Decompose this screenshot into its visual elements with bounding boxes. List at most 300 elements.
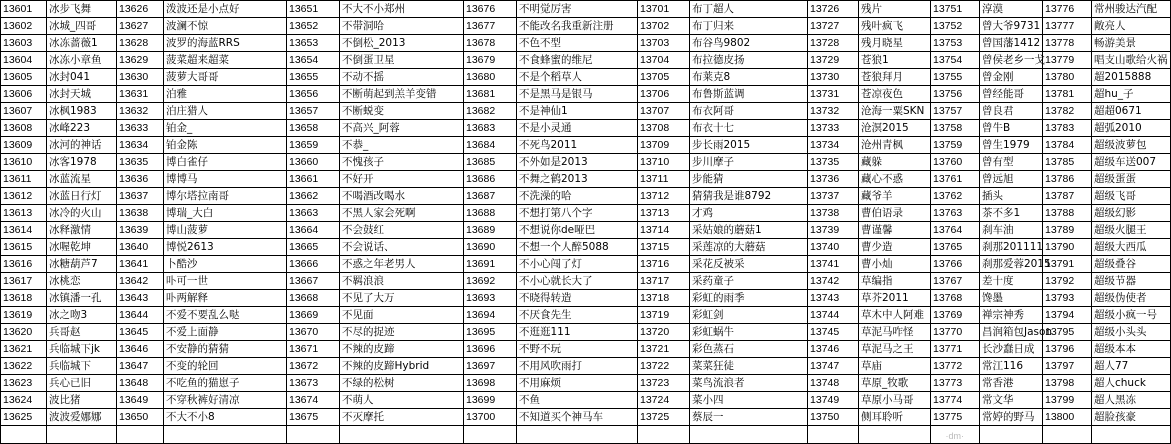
cell-name[interactable]: 采花反被采 xyxy=(690,256,808,273)
cell-id[interactable]: 13624 xyxy=(1,392,47,409)
cell-name[interactable]: 布拉德皮扬 xyxy=(690,52,808,69)
cell-name[interactable]: 常州骏达汽配 xyxy=(1092,1,1171,18)
cell-id[interactable]: 13602 xyxy=(1,18,47,35)
cell-id[interactable]: 13637 xyxy=(117,188,164,205)
cell-name[interactable]: 不大不小8 xyxy=(164,409,287,426)
cell-id[interactable]: 13732 xyxy=(808,103,859,120)
cell-name[interactable]: 苍凉夜色 xyxy=(859,86,931,103)
cell-name[interactable]: 采姑娘的蘑菇1 xyxy=(690,222,808,239)
cell-name[interactable]: 侧耳聆听 xyxy=(859,409,931,426)
cell-id[interactable]: 13757 xyxy=(931,103,980,120)
cell-name[interactable]: 不黑人家会死啊 xyxy=(340,205,464,222)
cell-name[interactable]: 不洗澡的哈 xyxy=(517,188,638,205)
cell-id[interactable]: 13723 xyxy=(638,375,690,392)
cell-name[interactable]: 曾生1979 xyxy=(980,137,1043,154)
cell-name[interactable]: 不倒蛋卫星 xyxy=(340,52,464,69)
cell-id[interactable]: 13726 xyxy=(808,1,859,18)
cell-id[interactable]: 13638 xyxy=(117,205,164,222)
empty-cell[interactable] xyxy=(690,426,808,444)
cell-name[interactable]: 不喝酒改喝水 xyxy=(340,188,464,205)
cell-name[interactable]: 超级节器 xyxy=(1092,273,1171,290)
cell-id[interactable]: 13639 xyxy=(117,222,164,239)
cell-id[interactable]: 13689 xyxy=(464,222,517,239)
cell-id[interactable]: 13652 xyxy=(287,18,340,35)
cell-id[interactable]: 13785 xyxy=(1043,154,1092,171)
cell-name[interactable]: 超2015888 xyxy=(1092,69,1171,86)
cell-name[interactable]: 唱支山歌给火祸 xyxy=(1092,52,1171,69)
cell-name[interactable]: 步川摩子 xyxy=(690,154,808,171)
cell-name[interactable]: 沧海一粟SKN xyxy=(859,103,931,120)
cell-id[interactable]: 13717 xyxy=(638,273,690,290)
cell-id[interactable]: 13736 xyxy=(808,171,859,188)
empty-cell[interactable] xyxy=(47,426,117,444)
cell-name[interactable]: 藏心不惑 xyxy=(859,171,931,188)
cell-id[interactable]: 13673 xyxy=(287,375,340,392)
cell-name[interactable]: 草编指 xyxy=(859,273,931,290)
cell-id[interactable]: 13678 xyxy=(464,35,517,52)
empty-cell[interactable] xyxy=(638,426,690,444)
cell-id[interactable]: 13635 xyxy=(117,154,164,171)
cell-id[interactable]: 13799 xyxy=(1043,392,1092,409)
cell-name[interactable]: 博博马 xyxy=(164,171,287,188)
cell-name[interactable]: 波罗的海蓝RRS xyxy=(164,35,287,52)
cell-name[interactable]: 曾良君 xyxy=(980,103,1043,120)
cell-name[interactable]: 不是黑马是银马 xyxy=(517,86,638,103)
cell-name[interactable]: 冰桃恋 xyxy=(47,273,117,290)
cell-id[interactable]: 13739 xyxy=(808,222,859,239)
cell-id[interactable]: 13606 xyxy=(1,86,47,103)
cell-name[interactable]: 曹少造 xyxy=(859,239,931,256)
cell-name[interactable]: 不是神仙1 xyxy=(517,103,638,120)
cell-name[interactable]: 不死鸟2011 xyxy=(517,137,638,154)
cell-name[interactable]: 不辣的皮蹄Hybrid xyxy=(340,358,464,375)
cell-name[interactable]: 刹车油 xyxy=(980,222,1043,239)
cell-id[interactable]: 13648 xyxy=(117,375,164,392)
cell-name[interactable]: 冰步飞舞 xyxy=(47,1,117,18)
empty-cell[interactable] xyxy=(164,426,287,444)
cell-name[interactable]: 不爱不要乱么哒 xyxy=(164,307,287,324)
cell-id[interactable]: 13701 xyxy=(638,1,690,18)
cell-name[interactable]: 博瑞_大白 xyxy=(164,205,287,222)
cell-name[interactable]: 草芥2011 xyxy=(859,290,931,307)
cell-id[interactable]: 13738 xyxy=(808,205,859,222)
cell-name[interactable]: 泊雅 xyxy=(164,86,287,103)
cell-id[interactable]: 13685 xyxy=(464,154,517,171)
cell-name[interactable]: 菠菜超来超菜 xyxy=(164,52,287,69)
cell-id[interactable]: 13711 xyxy=(638,171,690,188)
cell-name[interactable]: 菠萝大哥哥 xyxy=(164,69,287,86)
cell-id[interactable]: 13604 xyxy=(1,52,47,69)
cell-name[interactable]: 超级波萝包 xyxy=(1092,137,1171,154)
cell-name[interactable]: 布丁超人 xyxy=(690,1,808,18)
cell-name[interactable]: 超级蛋蛋 xyxy=(1092,171,1171,188)
cell-id[interactable]: 13612 xyxy=(1,188,47,205)
cell-name[interactable]: 不变的轮回 xyxy=(164,358,287,375)
cell-id[interactable]: 13607 xyxy=(1,103,47,120)
cell-id[interactable]: 13696 xyxy=(464,341,517,358)
cell-name[interactable]: 不萌人 xyxy=(340,392,464,409)
cell-name[interactable]: 布鲁斯蓝调 xyxy=(690,86,808,103)
cell-name[interactable]: 畅游美景 xyxy=(1092,35,1171,52)
cell-id[interactable]: 13632 xyxy=(117,103,164,120)
cell-id[interactable]: 13626 xyxy=(117,1,164,18)
cell-id[interactable]: 13731 xyxy=(808,86,859,103)
cell-name[interactable]: 兵临城下jk xyxy=(47,341,117,358)
cell-id[interactable]: 13794 xyxy=(1043,307,1092,324)
cell-name[interactable]: 苍狼1 xyxy=(859,52,931,69)
cell-name[interactable]: 不恭_ xyxy=(340,137,464,154)
cell-id[interactable]: 13694 xyxy=(464,307,517,324)
cell-id[interactable]: 13712 xyxy=(638,188,690,205)
cell-name[interactable]: 曾经能哥 xyxy=(980,86,1043,103)
cell-id[interactable]: 13720 xyxy=(638,324,690,341)
cell-name[interactable]: 不会鼓红 xyxy=(340,222,464,239)
cell-id[interactable]: 13684 xyxy=(464,137,517,154)
cell-id[interactable]: 13688 xyxy=(464,205,517,222)
cell-name[interactable]: 草泥马咋怪 xyxy=(859,324,931,341)
cell-id[interactable]: 13724 xyxy=(638,392,690,409)
cell-name[interactable]: 冰释激情 xyxy=(47,222,117,239)
cell-id[interactable]: 13609 xyxy=(1,137,47,154)
cell-id[interactable]: 13610 xyxy=(1,154,47,171)
cell-id[interactable]: 13730 xyxy=(808,69,859,86)
cell-id[interactable]: 13744 xyxy=(808,307,859,324)
cell-id[interactable]: 13700 xyxy=(464,409,517,426)
cell-name[interactable]: 刹那爱蓉2015 xyxy=(980,256,1043,273)
cell-id[interactable]: 13784 xyxy=(1043,137,1092,154)
cell-id[interactable]: 13644 xyxy=(117,307,164,324)
cell-name[interactable]: 敞亮人 xyxy=(1092,18,1171,35)
cell-name[interactable]: 泼波还是小点好 xyxy=(164,1,287,18)
cell-id[interactable]: 13675 xyxy=(287,409,340,426)
cell-id[interactable]: 13670 xyxy=(287,324,340,341)
cell-name[interactable]: 不好开 xyxy=(340,171,464,188)
cell-name[interactable]: 曾金刚 xyxy=(980,69,1043,86)
cell-name[interactable]: 藏躲 xyxy=(859,154,931,171)
cell-id[interactable]: 13796 xyxy=(1043,341,1092,358)
cell-id[interactable]: 13710 xyxy=(638,154,690,171)
cell-id[interactable]: 13746 xyxy=(808,341,859,358)
cell-name[interactable]: 沧溟2015 xyxy=(859,120,931,137)
empty-cell[interactable] xyxy=(1,426,47,444)
cell-id[interactable]: 13761 xyxy=(931,171,980,188)
cell-name[interactable]: 不是小灵通 xyxy=(517,120,638,137)
cell-name[interactable]: 菜鸟流浪者 xyxy=(690,375,808,392)
cell-name[interactable]: 超人77 xyxy=(1092,358,1171,375)
cell-name[interactable]: 布衣十七 xyxy=(690,120,808,137)
cell-id[interactable]: 13779 xyxy=(1043,52,1092,69)
cell-id[interactable]: 13623 xyxy=(1,375,47,392)
cell-name[interactable]: 冰冻小章鱼 xyxy=(47,52,117,69)
cell-id[interactable]: 13781 xyxy=(1043,86,1092,103)
cell-name[interactable]: 不带洞哈 xyxy=(340,18,464,35)
cell-name[interactable]: 波澜不惊 xyxy=(164,18,287,35)
cell-name[interactable]: 不舞之鹤2013 xyxy=(517,171,638,188)
cell-id[interactable]: 13767 xyxy=(931,273,980,290)
cell-name[interactable]: 步长雨2015 xyxy=(690,137,808,154)
empty-cell[interactable] xyxy=(980,426,1043,444)
cell-name[interactable]: 不高兴_阿蓉 xyxy=(340,120,464,137)
cell-id[interactable]: 13655 xyxy=(287,69,340,86)
cell-name[interactable]: 不小心就长大了 xyxy=(517,273,638,290)
cell-id[interactable]: 13698 xyxy=(464,375,517,392)
cell-name[interactable]: 昌润箱包Jason xyxy=(980,324,1043,341)
cell-id[interactable]: 13634 xyxy=(117,137,164,154)
cell-name[interactable]: 残片 xyxy=(859,1,931,18)
cell-id[interactable]: 13786 xyxy=(1043,171,1092,188)
cell-id[interactable]: 13669 xyxy=(287,307,340,324)
cell-id[interactable]: 13753 xyxy=(931,35,980,52)
cell-id[interactable]: 13749 xyxy=(808,392,859,409)
cell-id[interactable]: 13798 xyxy=(1043,375,1092,392)
cell-name[interactable]: 超脸孩豪 xyxy=(1092,409,1171,426)
cell-name[interactable]: 布衣阿哥 xyxy=(690,103,808,120)
cell-name[interactable]: 超级小头头 xyxy=(1092,324,1171,341)
empty-cell[interactable] xyxy=(517,426,638,444)
cell-name[interactable]: 曾远旭 xyxy=(980,171,1043,188)
cell-id[interactable]: 13733 xyxy=(808,120,859,137)
cell-id[interactable]: 13729 xyxy=(808,52,859,69)
cell-id[interactable]: 13679 xyxy=(464,52,517,69)
cell-name[interactable]: 彩虹剑 xyxy=(690,307,808,324)
cell-id[interactable]: 13663 xyxy=(287,205,340,222)
cell-name[interactable]: 不明觉厉害 xyxy=(517,1,638,18)
cell-name[interactable]: 常婷的野马 xyxy=(980,409,1043,426)
cell-id[interactable]: 13774 xyxy=(931,392,980,409)
cell-name[interactable]: 超超0671 xyxy=(1092,103,1171,120)
cell-id[interactable]: 13745 xyxy=(808,324,859,341)
cell-id[interactable]: 13667 xyxy=(287,273,340,290)
cell-name[interactable]: 淳漠 xyxy=(980,1,1043,18)
cell-id[interactable]: 13683 xyxy=(464,120,517,137)
cell-id[interactable]: 13789 xyxy=(1043,222,1092,239)
cell-name[interactable]: 超级火腿王 xyxy=(1092,222,1171,239)
cell-name[interactable]: 超级幻影 xyxy=(1092,205,1171,222)
cell-id[interactable]: 13616 xyxy=(1,256,47,273)
empty-cell[interactable] xyxy=(1043,426,1092,444)
cell-id[interactable]: 13693 xyxy=(464,290,517,307)
cell-name[interactable]: 超级飞哥 xyxy=(1092,188,1171,205)
cell-id[interactable]: 13622 xyxy=(1,358,47,375)
cell-id[interactable]: 13719 xyxy=(638,307,690,324)
cell-name[interactable]: 布谷鸟9802 xyxy=(690,35,808,52)
cell-name[interactable]: 差十度 xyxy=(980,273,1043,290)
cell-id[interactable]: 13727 xyxy=(808,18,859,35)
cell-name[interactable]: 冰封天城 xyxy=(47,86,117,103)
cell-name[interactable]: 布丁归来 xyxy=(690,18,808,35)
cell-id[interactable]: 13782 xyxy=(1043,103,1092,120)
cell-id[interactable]: 13741 xyxy=(808,256,859,273)
cell-name[interactable]: 不食蜂蜜的维尼 xyxy=(517,52,638,69)
cell-id[interactable]: 13735 xyxy=(808,154,859,171)
cell-name[interactable]: 冰峰223 xyxy=(47,120,117,137)
cell-id[interactable]: 13777 xyxy=(1043,18,1092,35)
cell-id[interactable]: 13708 xyxy=(638,120,690,137)
cell-id[interactable]: 13747 xyxy=(808,358,859,375)
cell-name[interactable]: 博悦2613 xyxy=(164,239,287,256)
cell-id[interactable]: 13725 xyxy=(638,409,690,426)
cell-id[interactable]: 13676 xyxy=(464,1,517,18)
cell-name[interactable]: 不见面 xyxy=(340,307,464,324)
cell-name[interactable]: 兵哥赵 xyxy=(47,324,117,341)
cell-name[interactable]: 不见了大万 xyxy=(340,290,464,307)
cell-name[interactable]: 猜猜我是谁8792 xyxy=(690,188,808,205)
empty-cell[interactable] xyxy=(117,426,164,444)
cell-id[interactable]: 13674 xyxy=(287,392,340,409)
cell-id[interactable]: 13755 xyxy=(931,69,980,86)
cell-name[interactable]: 不吃鱼的猫崽子 xyxy=(164,375,287,392)
cell-id[interactable]: 13788 xyxy=(1043,205,1092,222)
cell-name[interactable]: 不安静的猜猜 xyxy=(164,341,287,358)
cell-id[interactable]: 13740 xyxy=(808,239,859,256)
cell-id[interactable]: 13692 xyxy=(464,273,517,290)
cell-id[interactable]: 13742 xyxy=(808,273,859,290)
cell-name[interactable]: 曾国藩1412 xyxy=(980,35,1043,52)
cell-name[interactable]: 超级车送007 xyxy=(1092,154,1171,171)
cell-name[interactable]: 不爱上面静 xyxy=(164,324,287,341)
cell-id[interactable]: 13662 xyxy=(287,188,340,205)
cell-name[interactable]: 超级伪使者 xyxy=(1092,290,1171,307)
cell-id[interactable]: 13704 xyxy=(638,52,690,69)
empty-cell[interactable] xyxy=(808,426,859,444)
cell-id[interactable]: 13629 xyxy=(117,52,164,69)
cell-id[interactable]: 13756 xyxy=(931,86,980,103)
cell-name[interactable]: 超弧2010 xyxy=(1092,120,1171,137)
cell-name[interactable]: 超级大西瓜 xyxy=(1092,239,1171,256)
cell-id[interactable]: 13656 xyxy=(287,86,340,103)
cell-name[interactable]: 草木中人阿难 xyxy=(859,307,931,324)
cell-id[interactable]: 13716 xyxy=(638,256,690,273)
cell-id[interactable]: 13737 xyxy=(808,188,859,205)
cell-name[interactable]: 不鱼 xyxy=(517,392,638,409)
cell-id[interactable]: 13618 xyxy=(1,290,47,307)
cell-id[interactable]: 13793 xyxy=(1043,290,1092,307)
cell-id[interactable]: 13791 xyxy=(1043,256,1092,273)
cell-name[interactable]: 草庙 xyxy=(859,358,931,375)
cell-name[interactable]: 不倒松_2013 xyxy=(340,35,464,52)
cell-name[interactable]: 曾大爷9731 xyxy=(980,18,1043,35)
cell-name[interactable]: 冰城_四哥 xyxy=(47,18,117,35)
cell-name[interactable]: 采药童子 xyxy=(690,273,808,290)
cell-name[interactable]: 不野不玩 xyxy=(517,341,638,358)
cell-name[interactable]: 冰糖葫芦7 xyxy=(47,256,117,273)
cell-name[interactable]: 茶不多1 xyxy=(980,205,1043,222)
cell-id[interactable]: 13752 xyxy=(931,18,980,35)
cell-id[interactable]: 13758 xyxy=(931,120,980,137)
cell-id[interactable]: 13666 xyxy=(287,256,340,273)
cell-id[interactable]: 13771 xyxy=(931,341,980,358)
cell-name[interactable]: 不是个稻草人 xyxy=(517,69,638,86)
cell-id[interactable]: 13654 xyxy=(287,52,340,69)
cell-name[interactable]: 冰客1978 xyxy=(47,154,117,171)
cell-name[interactable]: 常江116 xyxy=(980,358,1043,375)
cell-id[interactable]: 13614 xyxy=(1,222,47,239)
cell-id[interactable]: 13657 xyxy=(287,103,340,120)
cell-name[interactable]: 冰蓝日行灯 xyxy=(47,188,117,205)
cell-id[interactable]: 13621 xyxy=(1,341,47,358)
cell-id[interactable]: 13772 xyxy=(931,358,980,375)
cell-id[interactable]: 13760 xyxy=(931,154,980,171)
cell-id[interactable]: 13636 xyxy=(117,171,164,188)
cell-id[interactable]: 13713 xyxy=(638,205,690,222)
cell-id[interactable]: 13780 xyxy=(1043,69,1092,86)
cell-id[interactable]: 13645 xyxy=(117,324,164,341)
cell-id[interactable]: 13714 xyxy=(638,222,690,239)
cell-name[interactable]: 不用麻烦 xyxy=(517,375,638,392)
cell-id[interactable]: 13627 xyxy=(117,18,164,35)
cell-id[interactable]: 13722 xyxy=(638,358,690,375)
cell-id[interactable]: 13686 xyxy=(464,171,517,188)
cell-name[interactable]: 菜菜狂徒 xyxy=(690,358,808,375)
cell-id[interactable]: 13721 xyxy=(638,341,690,358)
cell-id[interactable]: 13650 xyxy=(117,409,164,426)
cell-name[interactable]: 草原小马哥 xyxy=(859,392,931,409)
cell-name[interactable]: 铂金陈 xyxy=(164,137,287,154)
cell-id[interactable]: 13658 xyxy=(287,120,340,137)
cell-name[interactable]: 彩虹的雨季 xyxy=(690,290,808,307)
cell-name[interactable]: 禅宗神秀 xyxy=(980,307,1043,324)
cell-name[interactable]: 超hu_子 xyxy=(1092,86,1171,103)
cell-id[interactable]: 13766 xyxy=(931,256,980,273)
cell-name[interactable]: 不愧孩子 xyxy=(340,154,464,171)
cell-name[interactable]: 长沙蠢日成 xyxy=(980,341,1043,358)
cell-id[interactable]: 13664 xyxy=(287,222,340,239)
cell-name[interactable]: 曹小灿 xyxy=(859,256,931,273)
cell-name[interactable]: 不羁浪浪 xyxy=(340,273,464,290)
cell-id[interactable]: 13715 xyxy=(638,239,690,256)
cell-name[interactable]: 超级叠谷 xyxy=(1092,256,1171,273)
cell-name[interactable]: 冰冻蔷薇1 xyxy=(47,35,117,52)
cell-name[interactable]: 采莲凉的大蘑菇 xyxy=(690,239,808,256)
cell-id[interactable]: 13641 xyxy=(117,256,164,273)
cell-name[interactable]: 不断萌起到羔羊变错 xyxy=(340,86,464,103)
cell-id[interactable]: 13681 xyxy=(464,86,517,103)
cell-name[interactable]: 不会说话、 xyxy=(340,239,464,256)
cell-id[interactable]: 13705 xyxy=(638,69,690,86)
cell-name[interactable]: 曾侯老乡一戈 xyxy=(980,52,1043,69)
cell-name[interactable]: 兵心已旧 xyxy=(47,375,117,392)
cell-id[interactable]: 13665 xyxy=(287,239,340,256)
cell-id[interactable]: 13734 xyxy=(808,137,859,154)
cell-name[interactable]: 博白雀仔 xyxy=(164,154,287,171)
cell-name[interactable]: 波比猪 xyxy=(47,392,117,409)
cell-id[interactable]: 13762 xyxy=(931,188,980,205)
cell-id[interactable]: 13751 xyxy=(931,1,980,18)
cell-name[interactable]: 冰封041 xyxy=(47,69,117,86)
cell-id[interactable]: 13764 xyxy=(931,222,980,239)
cell-name[interactable]: 常文华 xyxy=(980,392,1043,409)
cell-name[interactable]: 兵临城下 xyxy=(47,358,117,375)
cell-id[interactable]: 13615 xyxy=(1,239,47,256)
cell-id[interactable]: 13613 xyxy=(1,205,47,222)
cell-id[interactable]: 13707 xyxy=(638,103,690,120)
cell-id[interactable]: 13702 xyxy=(638,18,690,35)
cell-name[interactable]: 冰河的神话 xyxy=(47,137,117,154)
cell-id[interactable]: 13800 xyxy=(1043,409,1092,426)
cell-name[interactable]: 曹伯语录 xyxy=(859,205,931,222)
cell-name[interactable]: 插头 xyxy=(980,188,1043,205)
cell-id[interactable]: 13605 xyxy=(1,69,47,86)
cell-name[interactable]: 不穿秋裤好清凉 xyxy=(164,392,287,409)
cell-id[interactable]: 13776 xyxy=(1043,1,1092,18)
cell-name[interactable]: 不逛逛111 xyxy=(517,324,638,341)
cell-name[interactable]: 冰蓝流星 xyxy=(47,171,117,188)
cell-name[interactable]: 不尽的捉迹 xyxy=(340,324,464,341)
cell-name[interactable]: 不惑之年老男人 xyxy=(340,256,464,273)
cell-id[interactable]: 13611 xyxy=(1,171,47,188)
cell-name[interactable]: 超级小疯一号 xyxy=(1092,307,1171,324)
cell-id[interactable]: 13773 xyxy=(931,375,980,392)
